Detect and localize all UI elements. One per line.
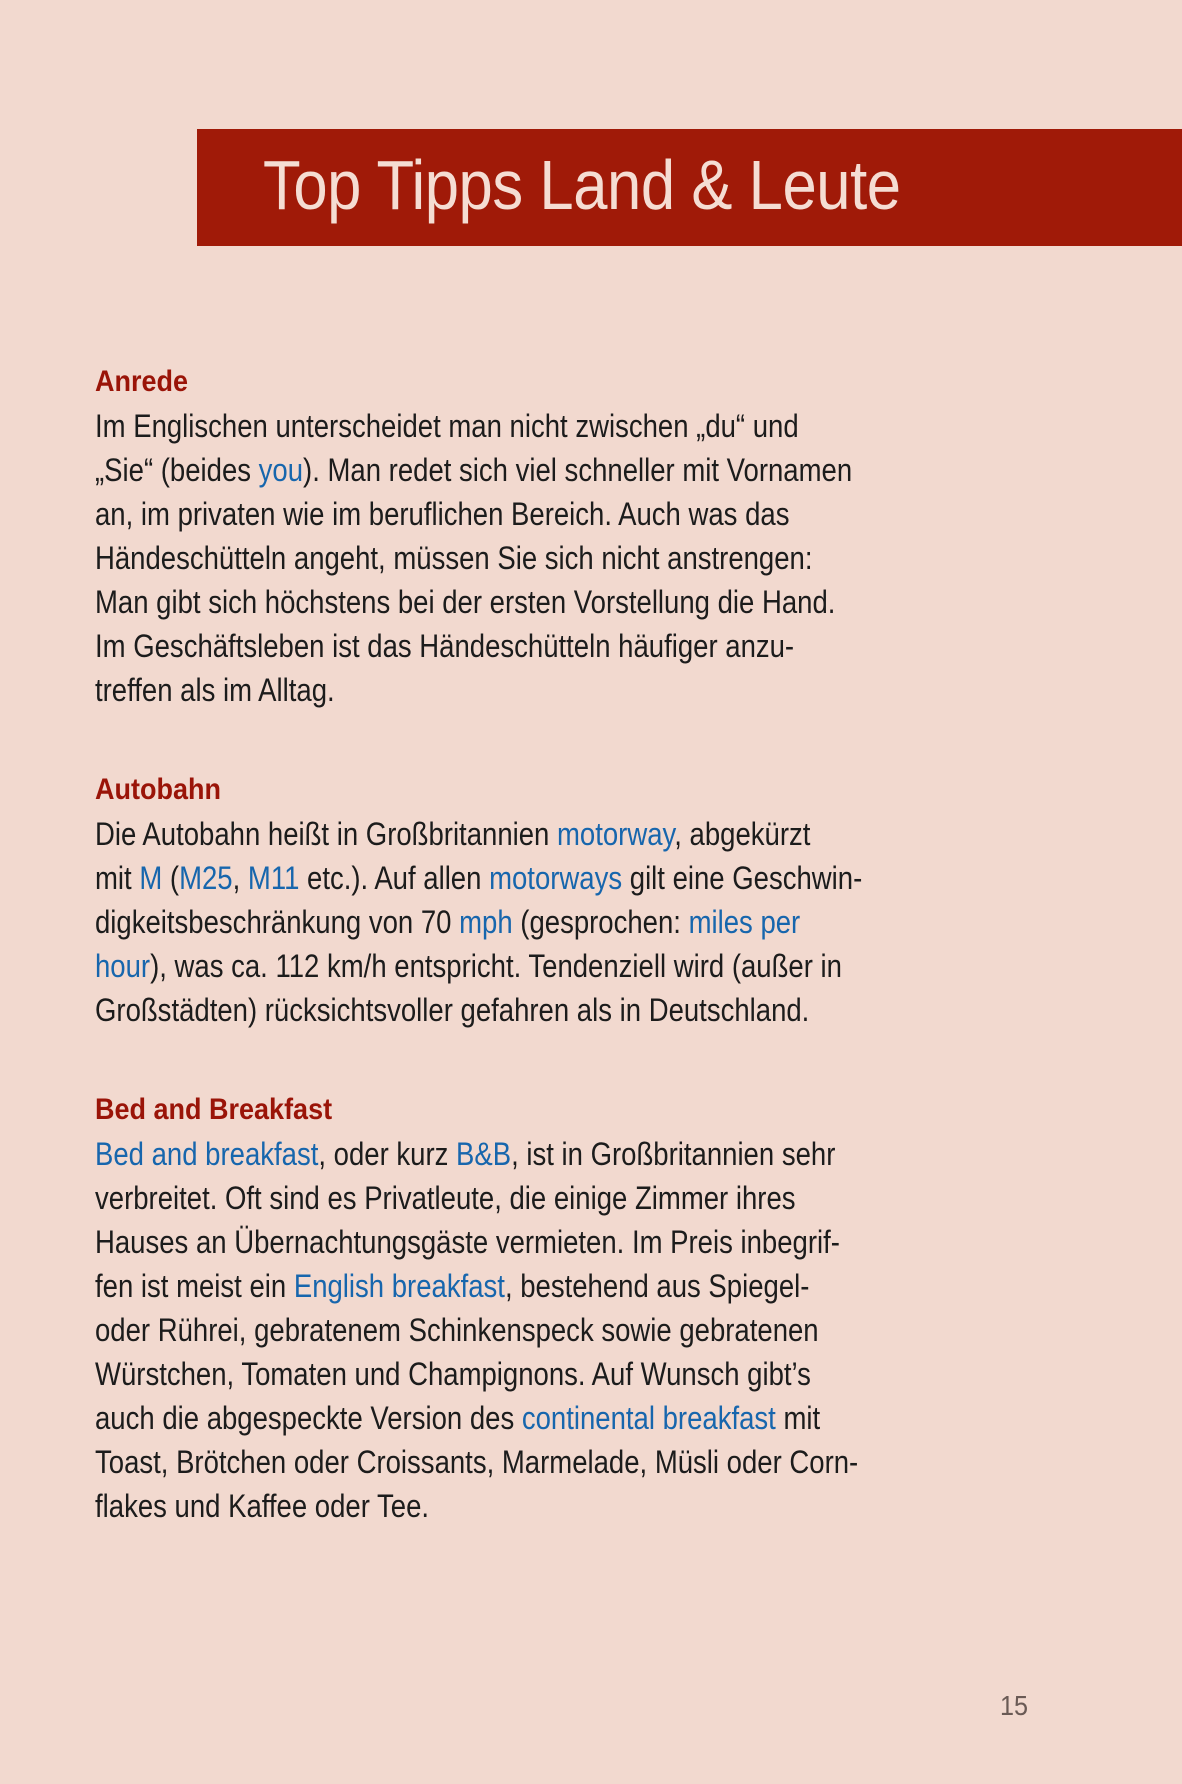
text-segment: gilt eine Geschwin- (622, 860, 863, 896)
english-term: English breakfast (293, 1268, 505, 1304)
title-banner (197, 129, 1182, 246)
text-segment: flakes und Kaffee oder Tee. (95, 1488, 430, 1524)
section-bed-and-breakfast (95, 1088, 1095, 1528)
text-segment: verbreitet. Oft sind es Privatleute, die einige Zimmer ihres (95, 1180, 796, 1216)
text-line (95, 900, 955, 944)
text-segment: treffen als im Alltag. (95, 672, 335, 708)
english-term: motorway (556, 816, 675, 852)
english-term: motorways (489, 860, 623, 896)
text-segment: digkeitsbeschränkung von 70 (95, 904, 460, 940)
section-heading: Anrede (95, 365, 189, 398)
text-line (95, 1396, 955, 1440)
text-segment: Würstchen, Tomaten und Champignons. Auf Wunsch gibt’s (95, 1356, 811, 1392)
english-term: M11 (247, 860, 300, 896)
text-line (95, 404, 955, 448)
text-line (95, 1352, 955, 1396)
text-line (95, 812, 955, 856)
english-term: hour (95, 948, 151, 984)
text-segment: ( (162, 860, 180, 896)
text-line (95, 624, 955, 668)
page-title: Top Tipps Land & Leute (263, 146, 901, 224)
section-heading: Bed and Breakfast (95, 1093, 333, 1126)
text-segment: auch die abgespeckte Version des (95, 1400, 522, 1436)
text-segment: Man gibt sich höchstens bei der ersten Vorstellung die Hand. (95, 584, 836, 620)
text-segment: oder Rührei, gebratenem Schinkenspeck sowie gebratenen (95, 1312, 819, 1348)
english-term: mph (459, 904, 513, 940)
text-segment: mit (95, 860, 140, 896)
text-segment: an, im privaten wie im beruflichen Bereich. Auch was das (95, 496, 790, 532)
text-segment: , bestehend aus Spiegel- (504, 1268, 810, 1304)
english-term: M25 (179, 860, 233, 896)
english-term: you (258, 452, 304, 488)
text-line (95, 988, 955, 1032)
text-line (95, 668, 955, 712)
text-segment: , oder kurz (318, 1136, 457, 1172)
text-line (95, 1484, 955, 1528)
text-line (95, 1264, 955, 1308)
text-line (95, 1220, 955, 1264)
section-anrede (95, 360, 1095, 712)
text-segment: Händeschütteln angeht, müssen Sie sich nicht anstrengen: (95, 540, 813, 576)
text-line (95, 1308, 955, 1352)
text-line (95, 1176, 955, 1220)
text-segment: Toast, Brötchen oder Croissants, Marmelade, Müsli oder Corn- (95, 1444, 859, 1480)
text-segment: fen ist meist ein (95, 1268, 294, 1304)
text-segment: (gesprochen: (512, 904, 689, 940)
english-term: B&B (456, 1136, 512, 1172)
text-line (95, 580, 955, 624)
text-segment: „Sie“ (beides (95, 452, 259, 488)
english-term: Bed and breakfast (95, 1136, 319, 1172)
text-segment: Die Autobahn heißt in Großbritannien (95, 816, 557, 852)
text-line (95, 856, 955, 900)
text-segment: Im Englischen unterscheidet man nicht zwischen „du“ und (95, 408, 799, 444)
section-body (95, 404, 1095, 712)
page-number: 15 (1000, 1690, 1029, 1721)
section-autobahn (95, 768, 1095, 1032)
text-line (95, 1132, 955, 1176)
text-segment: , ist in Großbritannien sehr (511, 1136, 836, 1172)
text-segment: Im Geschäftsleben ist das Händeschütteln häufiger anzu- (95, 628, 795, 664)
text-segment: ). Man redet sich viel schneller mit Vornamen (303, 452, 853, 488)
text-segment: ), was ca. 112 km/h entspricht. Tendenziell wird (außer in (150, 948, 842, 984)
text-segment: mit (775, 1400, 821, 1436)
section-body (95, 812, 1095, 1032)
text-line (95, 1440, 955, 1484)
text-segment: , abgekürzt (674, 816, 811, 852)
english-term: miles per (688, 904, 801, 940)
text-line (95, 492, 955, 536)
text-line (95, 448, 955, 492)
text-segment: Großstädten) rücksichtsvoller gefahren als in Deutschland. (95, 992, 810, 1028)
section-heading: Autobahn (95, 773, 221, 806)
text-line (95, 536, 955, 580)
section-body (95, 1132, 1095, 1528)
english-term: M (139, 860, 163, 896)
text-segment: , (232, 860, 248, 896)
text-line (95, 944, 955, 988)
english-term: continental breakfast (521, 1400, 776, 1436)
text-segment: etc.). Auf allen (299, 860, 490, 896)
text-segment: Hauses an Übernachtungsgäste vermieten. Im Preis inbegrif- (95, 1224, 840, 1260)
